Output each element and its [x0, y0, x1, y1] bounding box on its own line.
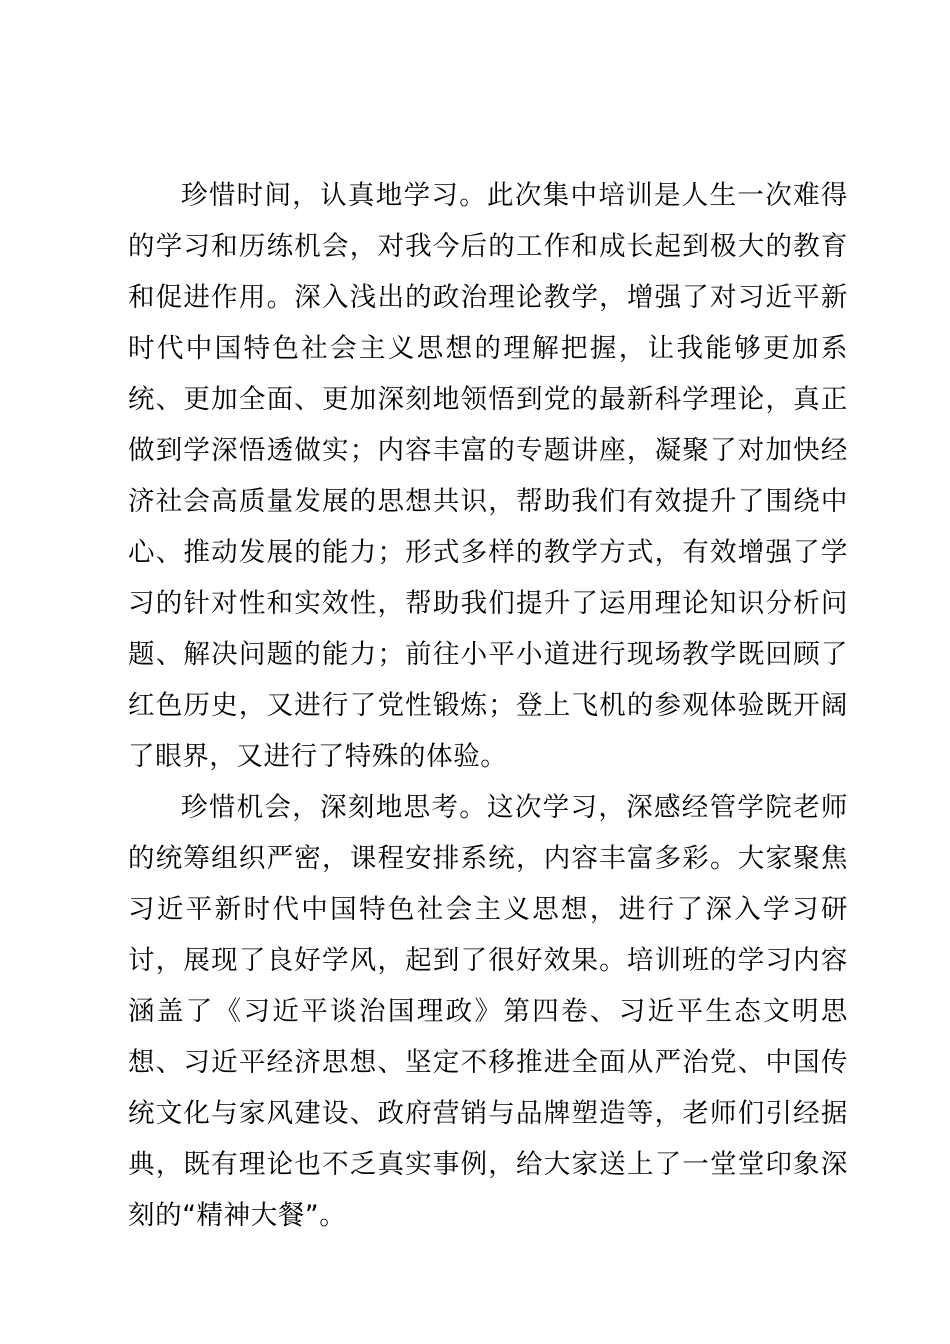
document-body — [128, 170, 848, 1241]
paragraph-study-time: 珍惜时间，认真地学习。此次集中培训是人生一次难得的学习和历练机会，对我今后的工作和成长起到极大的教育和促进作用。深入浅出的政治理论教学，增强了对习近平新时代中国特色社会主义思想的理解把握，让我能够更加系统、更加全面、更加深刻地领悟到党的最新科学理论，真正做到学深悟透做实；内容丰富的专题讲座，凝聚了对加快经济社会高质量发展的思想共识，帮助我们有效提升了围绕中心、推动发展的能力；形式多样的教学方式，有效增强了学习的针对性和实效性，帮助我们提升了运用理论知识分析问题、解决问题的能力；前往小平小道进行现场教学既回顾了红色历史，又进行了党性锻炼；登上飞机的参观体验既开阔了眼界，又进行了特殊的体验。 — [128, 180, 848, 772]
paragraph-reflection: 珍惜机会，深刻地思考。这次学习，深感经管学院老师的统筹组织严密，课程安排系统，内容丰富多彩。大家聚焦习近平新时代中国特色社会主义思想，进行了深入学习研讨，展现了良好学风，起到了很好效果。培训班的学习内容涵盖了《习近平谈治国理政》第四卷、习近平生态文明思想、习近平经济思想、坚定不移推进全面从严治党、中国传统文化与家风建设、政府营销与品牌塑造等，老师们引经据典，既有理论也不乏真实事例，给大家送上了一堂堂印象深刻的“精神大餐”。 — [128, 792, 848, 1231]
